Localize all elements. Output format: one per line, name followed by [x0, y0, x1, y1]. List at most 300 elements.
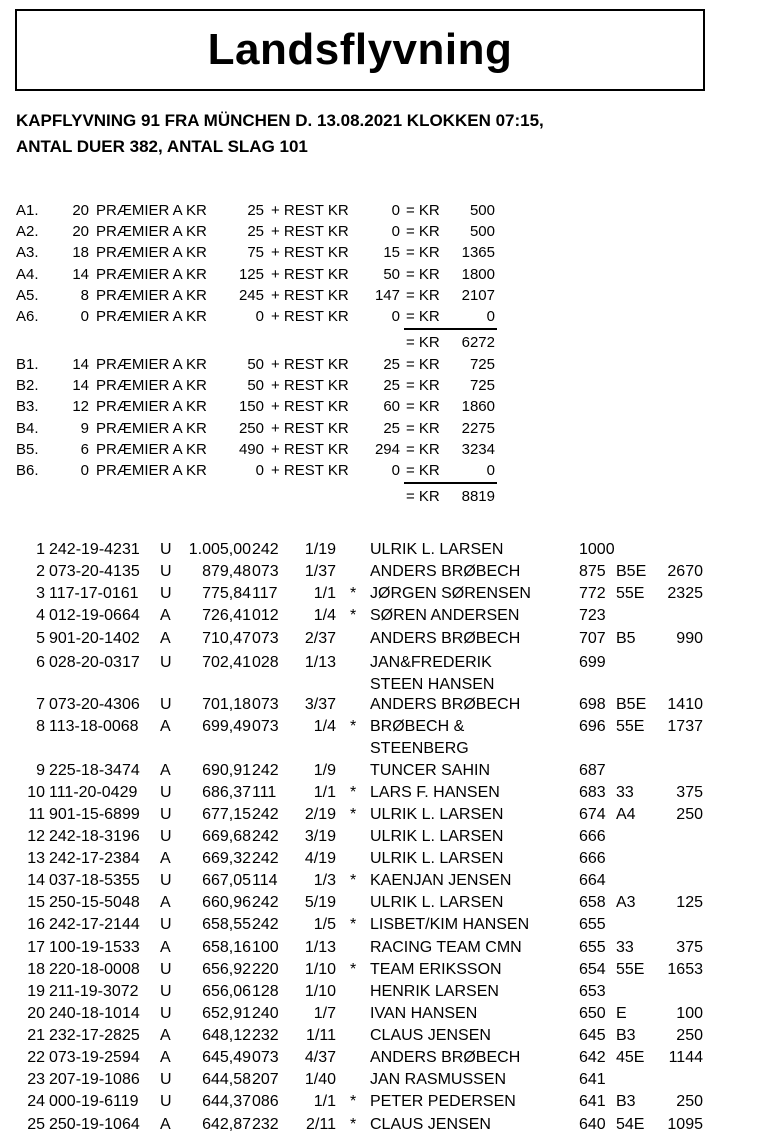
result-owner: JØRGEN SØRENSEN: [370, 585, 531, 602]
result-ring-number: 073-19-2594: [49, 1049, 140, 1066]
rest-label: + REST KR: [271, 419, 349, 437]
result-points: 655: [579, 916, 606, 933]
prize-total: 0: [486, 308, 495, 325]
prize-total: 725: [469, 377, 495, 395]
result-speed: 656,92: [202, 961, 251, 978]
result-ring-number: 242-17-2384: [49, 850, 140, 867]
result-points: 699: [579, 654, 606, 671]
table-row: [0, 827, 775, 849]
result-fraction: 3/19: [304, 828, 336, 845]
result-code: E: [616, 1005, 627, 1022]
prize-count: 14: [72, 265, 89, 283]
result-club: 242: [252, 806, 279, 823]
result-place: 25: [27, 1116, 45, 1133]
result-sex: U: [160, 784, 172, 801]
prize-count: 6: [80, 440, 89, 458]
result-speed: 775,84: [202, 585, 251, 602]
result-star: *: [350, 607, 357, 624]
result-club: 114: [252, 872, 278, 889]
result-club: 086: [252, 1093, 279, 1110]
equals-label: = KR: [406, 488, 440, 505]
result-sex: U: [160, 806, 172, 823]
prize-count: 0: [80, 308, 89, 325]
result-points: 653: [579, 983, 606, 1000]
result-prize: 2325: [667, 585, 703, 602]
result-fraction: 1/1: [313, 585, 336, 602]
result-club: 012: [252, 607, 279, 624]
result-ring-number: 225-18-3474: [49, 762, 140, 779]
rest-label: + REST KR: [271, 308, 349, 325]
result-ring-number: 117-17-0161: [49, 585, 139, 602]
prize-rest: 25: [383, 377, 400, 395]
result-club: 117: [252, 585, 278, 602]
prize-code: A5.: [16, 286, 39, 304]
result-fraction: 1/37: [304, 563, 336, 580]
prize-total: 500: [469, 223, 495, 241]
equals-label: = KR: [406, 419, 440, 437]
prize-amount: 50: [247, 377, 264, 395]
result-place: 8: [36, 718, 45, 735]
result-owner: PETER PEDERSEN: [370, 1093, 516, 1110]
result-place: 1: [36, 541, 45, 558]
result-code: A4: [616, 806, 636, 823]
prize-label: PRÆMIER A KR: [96, 356, 207, 373]
rest-label: + REST KR: [271, 356, 349, 373]
result-club: 073: [252, 696, 279, 713]
table-row: [0, 1026, 775, 1048]
result-club: 242: [252, 762, 279, 779]
prize-count: 8: [80, 286, 89, 304]
result-sex: A: [160, 630, 171, 647]
result-owner: TEAM ERIKSSON: [370, 961, 502, 978]
result-club: 100: [252, 939, 279, 956]
result-star: *: [350, 916, 357, 933]
result-speed: 1.005,00: [188, 541, 251, 558]
prize-count: 0: [80, 462, 89, 479]
prize-count: 9: [80, 419, 89, 437]
result-sex: U: [160, 983, 172, 1000]
table-row: [0, 1115, 775, 1137]
result-star: *: [350, 1093, 357, 1110]
result-fraction: 1/4: [313, 718, 336, 735]
result-place: 17: [27, 939, 45, 956]
prize-total: 1800: [461, 265, 495, 283]
result-club: 242: [252, 916, 279, 933]
result-owner: RACING TEAM CMN: [370, 939, 522, 956]
table-row: [0, 540, 775, 562]
result-points: 641: [579, 1093, 606, 1110]
result-prize: 990: [676, 630, 703, 647]
result-owner: CLAUS JENSEN: [370, 1116, 491, 1133]
prize-amount: 150: [238, 398, 264, 416]
result-code: 33: [616, 784, 634, 801]
result-fraction: 2/11: [306, 1116, 336, 1133]
result-fraction: 1/10: [304, 961, 336, 978]
result-star: *: [350, 784, 357, 801]
result-ring-number: 012-19-0664: [49, 607, 140, 624]
result-points: 696: [579, 718, 606, 735]
result-star: *: [350, 872, 357, 889]
result-speed: 702,41: [202, 654, 251, 671]
table-row: [0, 960, 775, 982]
result-speed: 656,06: [202, 983, 251, 1000]
rest-label: + REST KR: [271, 377, 349, 395]
table-row: [0, 805, 775, 827]
table-row: [0, 761, 775, 783]
rest-label: + REST KR: [271, 202, 349, 219]
prize-count: 20: [72, 223, 89, 241]
result-fraction: 1/19: [304, 541, 336, 558]
prize-total: 2275: [461, 419, 495, 437]
result-points: 654: [579, 961, 606, 978]
result-owner: LISBET/KIM HANSEN: [370, 916, 530, 933]
prize-rest: 60: [383, 398, 400, 416]
result-place: 4: [36, 607, 45, 624]
prize-label: PRÆMIER A KR: [96, 308, 207, 325]
prize-code: A2.: [16, 223, 39, 241]
result-club: 232: [252, 1027, 279, 1044]
equals-label: = KR: [406, 398, 440, 416]
rest-label: + REST KR: [271, 398, 349, 416]
result-ring-number: 100-19-1533: [49, 939, 140, 956]
result-owner-line-2: STEENBERG: [370, 740, 469, 757]
result-star: *: [350, 585, 357, 602]
result-owner: LARS F. HANSEN: [370, 784, 500, 801]
result-place: 3: [36, 585, 45, 602]
result-fraction: 1/1: [313, 784, 336, 801]
result-speed: 644,58: [202, 1071, 251, 1088]
prize-amount: 0: [255, 308, 264, 325]
result-owner: ANDERS BRØBECH: [370, 563, 521, 580]
result-sex: U: [160, 585, 172, 602]
table-row: [0, 695, 775, 717]
result-sex: A: [160, 894, 171, 911]
result-speed: 660,96: [202, 894, 251, 911]
result-sex: U: [160, 696, 172, 713]
result-speed: 645,49: [202, 1049, 251, 1066]
result-fraction: 1/10: [304, 983, 336, 1000]
rest-label: + REST KR: [271, 440, 349, 458]
prize-label: PRÆMIER A KR: [96, 202, 207, 219]
result-points: 687: [579, 762, 606, 779]
result-code: 55E: [616, 585, 645, 602]
result-points: 1000: [579, 541, 615, 558]
table-row: [0, 717, 775, 757]
result-owner: CLAUS JENSEN: [370, 1027, 491, 1044]
result-fraction: 1/9: [313, 762, 336, 779]
table-row: [0, 849, 775, 871]
result-fraction: 3/37: [304, 696, 336, 713]
prize-rest: 294: [374, 440, 400, 458]
result-ring-number: 211-19-3072: [49, 983, 139, 1000]
result-club: 073: [252, 1049, 279, 1066]
result-owner: ULRIK L. LARSEN: [370, 541, 504, 558]
result-place: 15: [27, 894, 45, 911]
rest-label: + REST KR: [271, 462, 349, 479]
result-fraction: 1/5: [313, 916, 336, 933]
result-ring-number: 240-18-1014: [49, 1005, 140, 1022]
equals-label: = KR: [406, 440, 440, 458]
result-owner: ANDERS BRØBECH: [370, 696, 521, 713]
result-points: 698: [579, 696, 606, 713]
page-title: Landsflyvning: [15, 9, 705, 91]
result-speed: 642,87: [202, 1116, 251, 1133]
result-points: 772: [579, 585, 606, 602]
result-code: B5: [616, 630, 636, 647]
result-prize: 250: [676, 806, 703, 823]
result-ring-number: 250-19-1064: [49, 1116, 140, 1133]
result-sex: U: [160, 916, 172, 933]
prize-amount: 245: [238, 286, 264, 304]
result-fraction: 4/19: [304, 850, 336, 867]
result-prize: 1144: [668, 1049, 703, 1066]
result-code: A3: [616, 894, 636, 911]
result-ring-number: 242-19-4231: [49, 541, 140, 558]
prize-amount: 25: [247, 223, 264, 241]
table-row: [0, 653, 775, 693]
result-place: 13: [27, 850, 45, 867]
rest-label: + REST KR: [271, 265, 349, 283]
result-club: 073: [252, 563, 279, 580]
race-info-line-1: KAPFLYVNING 91 FRA MÜNCHEN D. 13.08.2021 KLOKKEN 07:15,: [16, 111, 544, 130]
result-prize: 1653: [667, 961, 703, 978]
table-row: [0, 1092, 775, 1114]
table-row: [0, 606, 775, 628]
result-ring-number: 901-15-6899: [49, 806, 140, 823]
result-points: 645: [579, 1027, 606, 1044]
result-points: 723: [579, 607, 606, 624]
result-club: 207: [252, 1071, 279, 1088]
prize-code: B6.: [16, 462, 39, 479]
result-ring-number: 111-20-0429: [49, 784, 138, 801]
result-place: 18: [27, 961, 45, 978]
table-row: [0, 562, 775, 584]
prize-amount: 0: [255, 462, 264, 479]
result-sex: U: [160, 654, 172, 671]
rest-label: + REST KR: [271, 223, 349, 241]
prize-rest: 0: [391, 462, 400, 479]
prize-code: B3.: [16, 398, 39, 416]
result-club: 242: [252, 541, 279, 558]
result-speed: 879,48: [202, 563, 251, 580]
prize-total: 1365: [461, 244, 495, 262]
prize-total: 2107: [461, 286, 495, 304]
result-points: 640: [579, 1116, 606, 1133]
prize-total: 0: [486, 462, 495, 479]
result-fraction: 2/37: [304, 630, 336, 647]
result-code: 55E: [616, 718, 645, 735]
result-owner: BRØBECH &: [370, 718, 465, 735]
prize-amount: 75: [247, 244, 264, 262]
prize-total: 3234: [461, 440, 495, 458]
result-place: 9: [36, 762, 45, 779]
result-sex: U: [160, 541, 172, 558]
rest-label: + REST KR: [271, 286, 349, 304]
result-ring-number: 242-17-2144: [49, 916, 140, 933]
result-sex: U: [160, 1071, 172, 1088]
result-fraction: 5/19: [304, 894, 336, 911]
result-owner: HENRIK LARSEN: [370, 983, 499, 1000]
prize-count: 18: [72, 244, 89, 262]
result-sex: A: [160, 607, 171, 624]
result-sex: A: [160, 718, 171, 735]
result-points: 655: [579, 939, 606, 956]
table-row: [0, 893, 775, 915]
result-speed: 669,32: [202, 850, 251, 867]
result-code: 45E: [616, 1049, 645, 1066]
sum-rule: [404, 482, 497, 484]
prize-rest: 147: [374, 286, 400, 304]
prize-count: 20: [72, 202, 89, 219]
prize-amount: 490: [238, 440, 264, 458]
prize-rest: 0: [391, 223, 400, 241]
result-prize: 100: [676, 1005, 703, 1022]
result-speed: 726,41: [202, 607, 251, 624]
result-ring-number: 207-19-1086: [49, 1071, 140, 1088]
prize-total: 725: [469, 356, 495, 373]
result-place: 5: [36, 630, 45, 647]
prize-label: PRÆMIER A KR: [96, 286, 207, 304]
result-place: 11: [28, 806, 45, 823]
result-place: 14: [27, 872, 45, 889]
result-points: 658: [579, 894, 606, 911]
prize-count: 14: [72, 377, 89, 395]
result-fraction: 1/11: [306, 1027, 336, 1044]
prize-code: A4.: [16, 265, 39, 283]
result-prize: 250: [676, 1093, 703, 1110]
result-prize: 250: [676, 1027, 703, 1044]
result-place: 7: [36, 696, 45, 713]
result-owner: ULRIK L. LARSEN: [370, 894, 504, 911]
result-club: 073: [252, 718, 279, 735]
result-speed: 644,37: [202, 1093, 251, 1110]
result-owner: ANDERS BRØBECH: [370, 630, 521, 647]
sum-rule: [404, 328, 497, 330]
result-prize: 1410: [667, 696, 703, 713]
result-points: 650: [579, 1005, 606, 1022]
result-speed: 669,68: [202, 828, 251, 845]
result-speed: 677,15: [202, 806, 251, 823]
result-speed: 658,55: [202, 916, 251, 933]
result-owner: ULRIK L. LARSEN: [370, 806, 504, 823]
prize-label: PRÆMIER A KR: [96, 244, 207, 262]
result-sex: U: [160, 1093, 172, 1110]
result-club: 028: [252, 654, 279, 671]
prize-amount: 250: [238, 419, 264, 437]
result-ring-number: 250-15-5048: [49, 894, 140, 911]
result-prize: 125: [676, 894, 703, 911]
result-sex: U: [160, 961, 172, 978]
prize-amount: 25: [247, 202, 264, 219]
result-place: 19: [27, 983, 45, 1000]
result-code: 55E: [616, 961, 645, 978]
result-sex: U: [160, 1005, 172, 1022]
result-owner: ULRIK L. LARSEN: [370, 850, 504, 867]
table-row: [0, 1004, 775, 1026]
result-owner: TUNCER SAHIN: [370, 762, 491, 779]
race-info-line-2: ANTAL DUER 382, ANTAL SLAG 101: [16, 137, 308, 156]
result-speed: 686,37: [202, 784, 251, 801]
prize-label: PRÆMIER A KR: [96, 223, 207, 241]
result-points: 707: [579, 630, 606, 647]
result-sex: U: [160, 872, 172, 889]
result-speed: 658,16: [202, 939, 251, 956]
result-code: B3: [616, 1093, 636, 1110]
result-place: 21: [27, 1027, 45, 1044]
table-row: [0, 982, 775, 1004]
result-owner: ULRIK L. LARSEN: [370, 828, 504, 845]
prize-code: B1.: [16, 356, 39, 373]
result-code: B3: [616, 1027, 636, 1044]
result-ring-number: 901-20-1402: [49, 630, 140, 647]
result-club: 220: [252, 961, 279, 978]
prize-rest: 25: [383, 356, 400, 373]
result-ring-number: 073-20-4306: [49, 696, 140, 713]
table-row: [0, 629, 775, 651]
result-owner: ANDERS BRØBECH: [370, 1049, 521, 1066]
result-place: 10: [27, 784, 45, 801]
result-star: *: [350, 718, 357, 735]
table-row: [0, 915, 775, 937]
prize-sum: 6272: [461, 334, 495, 351]
result-place: 2: [36, 563, 45, 580]
prize-label: PRÆMIER A KR: [96, 398, 207, 416]
result-place: 23: [27, 1071, 45, 1088]
result-club: 242: [252, 828, 279, 845]
result-owner: IVAN HANSEN: [370, 1005, 478, 1022]
table-row: [0, 938, 775, 960]
prize-code: B2.: [16, 377, 39, 395]
result-speed: 710,47: [202, 630, 251, 647]
prize-rest: 25: [383, 419, 400, 437]
result-fraction: 1/13: [304, 939, 336, 956]
prize-code: A3.: [16, 244, 39, 262]
equals-label: = KR: [406, 223, 440, 241]
result-prize: 1095: [667, 1116, 703, 1133]
result-points: 642: [579, 1049, 606, 1066]
result-ring-number: 113-18-0068: [49, 718, 139, 735]
result-fraction: 1/4: [313, 607, 336, 624]
result-prize: 2670: [667, 563, 703, 580]
prize-code: A6.: [16, 308, 39, 325]
result-code: 33: [616, 939, 634, 956]
result-sex: A: [160, 1027, 171, 1044]
result-speed: 652,91: [202, 1005, 251, 1022]
result-ring-number: 037-18-5355: [49, 872, 140, 889]
result-speed: 699,49: [202, 718, 251, 735]
result-points: 641: [579, 1071, 606, 1088]
table-row: [0, 871, 775, 893]
result-ring-number: 232-17-2825: [49, 1027, 140, 1044]
result-club: 232: [252, 1116, 279, 1133]
result-speed: 648,12: [202, 1027, 251, 1044]
prize-rest: 15: [383, 244, 400, 262]
equals-label: = KR: [406, 377, 440, 395]
result-sex: A: [160, 1049, 171, 1066]
result-fraction: 1/40: [304, 1071, 336, 1088]
table-row: [0, 584, 775, 606]
result-star: *: [350, 961, 357, 978]
prize-rest: 0: [391, 308, 400, 325]
result-place: 24: [27, 1093, 45, 1110]
prize-code: B5.: [16, 440, 39, 458]
result-ring-number: 242-18-3196: [49, 828, 140, 845]
result-ring-number: 073-20-4135: [49, 563, 140, 580]
result-club: 242: [252, 894, 279, 911]
equals-label: = KR: [406, 244, 440, 262]
prize-rest: 50: [383, 265, 400, 283]
prize-label: PRÆMIER A KR: [96, 377, 207, 395]
